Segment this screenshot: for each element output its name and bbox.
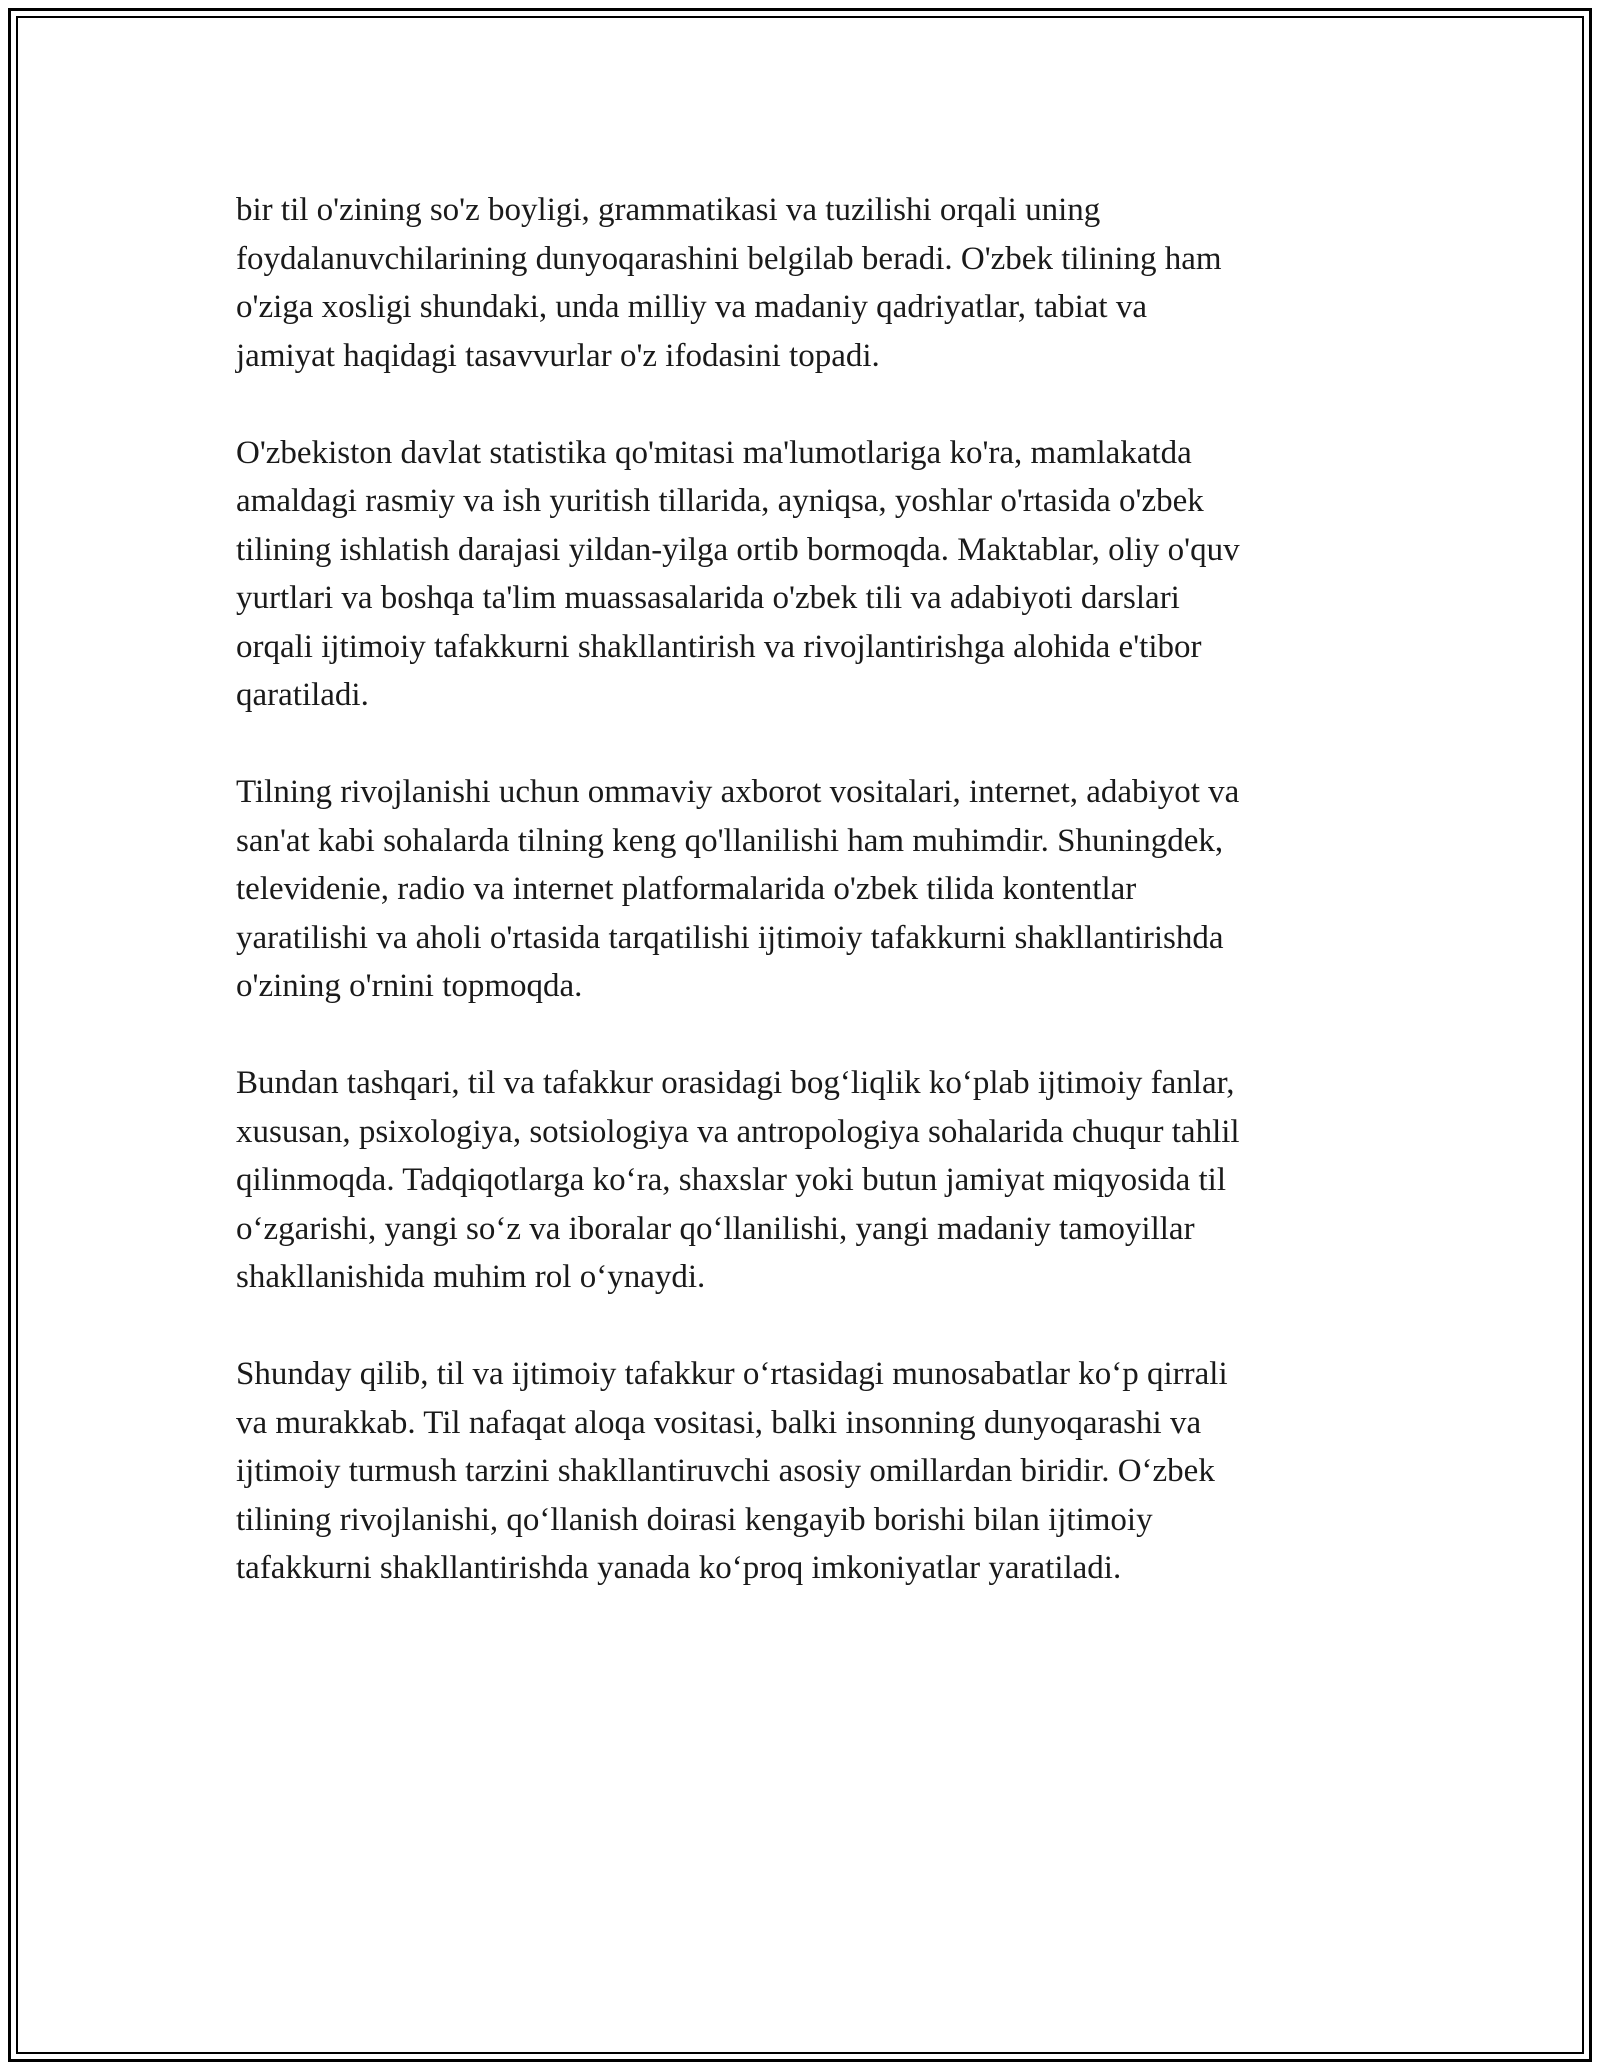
document-body [236, 186, 1366, 1641]
paragraph-2: O'zbekiston davlat statistika qo'mitasi ma'lumotlariga ko'ra, mamlakatda amaldagi rasmiy va ish yuritish tillarida, ayniqsa, yoshlar o'rtasida o'zbek tilining ishlatish darajasi yildan-yilga ortib bormoqda. Maktablar, oliy o'quv yurtlari va boshqa ta'lim muassasalarida o'zbek tili va adabiyoti darslari orqali ijtimoiy tafakkurni shakllantirish va rivojlantirishga alohida e'tibor qaratiladi. [236, 434, 1240, 713]
paragraph-5: Shunday qilib, til va ijtimoiy tafakkur o‘rtasidagi munosabatlar ko‘p qirrali va murakkab. Til nafaqat aloqa vositasi, balki insonning dunyoqarashi va ijtimoiy turmush tarzini shakllantiruvchi asosiy omillardan biridir. O‘zbek tilining rivojlanishi, qo‘llanish doirasi kengayib borishi bilan ijtimoiy tafakkurni shakllantirishda yanada ko‘proq imkoniyatlar yaratiladi. [236, 1356, 1228, 1586]
paragraph-1: bir til o'zining so'z boyligi, grammatikasi va tuzilishi orqali uning foydalanuvchilarining dunyoqarashini belgilab beradi. O'zbek tilining ham o'ziga xosligi shundaki, unda milliy va madaniy qadriyatlar, tabiat va jamiyat haqidagi tasavvurlar o'z ifodasini topadi. [236, 192, 1222, 374]
paragraph-3: Tilning rivojlanishi uchun ommaviy axborot vositalari, internet, adabiyot va san'at kabi sohalarda tilning keng qo'llanilishi ham muhimdir. Shuningdek, televidenie, radio va internet platformalarida o'zbek tilida kontentlar yaratilishi va aholi o'rtasida tarqatilishi ijtimoiy tafakkurni shakllantirishda o'zining o'rnini topmoqda. [236, 774, 1240, 1004]
paragraph-4: Bundan tashqari, til va tafakkur orasidagi bog‘liqlik ko‘plab ijtimoiy fanlar, xususan, psixologiya, sotsiologiya va antropologiya sohalarida chuqur tahlil qilinmoqda. Tadqiqotlarga ko‘ra, shaxslar yoki butun jamiyat miqyosida til o‘zgarishi, yangi so‘z va iboralar qo‘llanilishi, yangi madaniy tamoyillar shakllanishida muhim rol o‘ynaydi. [236, 1065, 1240, 1295]
